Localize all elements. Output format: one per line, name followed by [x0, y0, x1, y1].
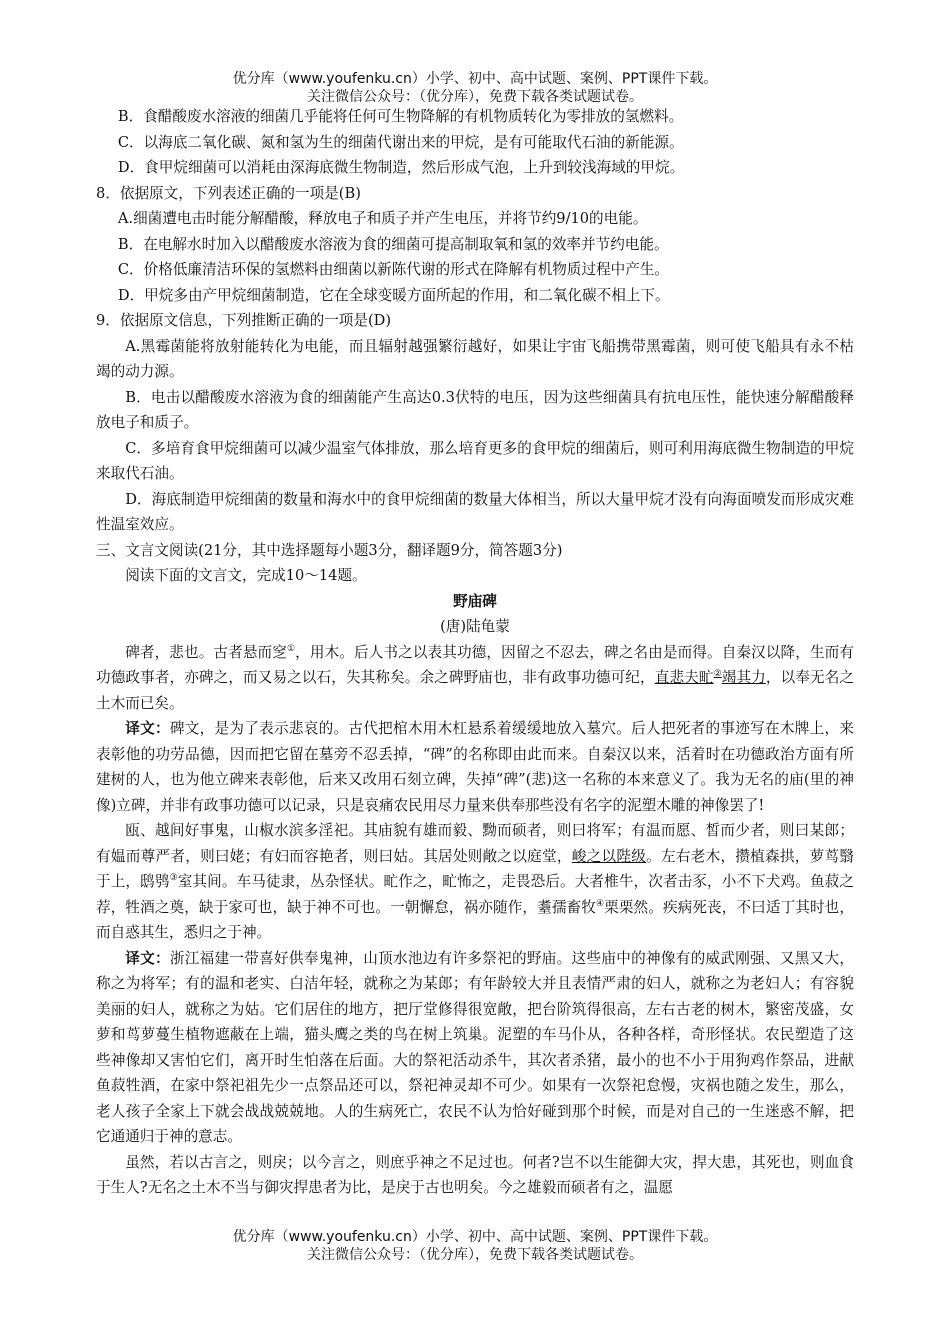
underlined-phrase-2: 峻之以陛级	[571, 847, 647, 865]
footnote-marker-1: ①	[286, 643, 296, 654]
q7-option-b: B．食醋酸废水溶液的细菌几乎能将任何可生物降解的有机物质转化为零排放的氢燃料。	[117, 108, 684, 125]
q7-option-d: D．食甲烷细菌可以消耗由深海底微生物制造，然后形成气泡，上升到较浅海域的甲烷。	[117, 159, 685, 176]
translation-label-1: 译文：	[125, 720, 170, 737]
q8-stem: 8．依据原文，下列表述正确的一项是(B)	[96, 184, 361, 202]
q9-option-a: A.黑霉菌能将放射能转化为电能，而且辐射越强繁衍越好，如果让宇宙飞船携带黑霉菌，则可使飞船具有永不枯竭的动力源。	[96, 337, 854, 380]
p1-text-c: ，以奉无名之土木而已矣。	[96, 669, 854, 712]
translation-text-1: 碑文，是为了表示悲哀的。古代把棺木用木杠悬系着缓缓地放入墓穴。后人把死者的事迹写在木牌上，来表彰他的功劳品德，因而把它留在墓旁不忍丢掉，“碑”的名称即由此而来。自秦汉以来，活着时在功德政治方面有所建树的人，也为他立碑来表彰他，后来又改用石刻立碑，失掉“碑”(悲)这一名称的本来意义了。我为无名的庙(里的神像)立碑，并非有政事功德可以记录，只是哀痛农民用尽力量来供奉那些没有名字的泥塑木雕的神像罢了!	[96, 720, 854, 814]
footnote-marker-4: ④	[595, 898, 605, 909]
section-3-intro: 阅读下面的文言文，完成10～14题。	[125, 567, 367, 584]
q8-option-d: D．甲烷多由产甲烷细菌制造，它在全球变暖方面所起的作用，和二氧化碳不相上下。	[117, 286, 670, 304]
q9-option-d: D．海底制造甲烷细菌的数量和海水中的食甲烷细菌的数量大体相当，所以大量甲烷才没有向海面喷发而形成灾难性温室效应。	[96, 490, 854, 533]
q9-option-c: C．多培育食甲烷细菌可以减少温室气体排放，那么培育更多的食甲烷的细菌后，则可利用海底微生物制造的甲烷来取代石油。	[96, 439, 854, 482]
article-paragraph-1	[96, 640, 854, 717]
header-line-1: 优分库（www.youfenku.cn）小学、初中、高中试题、案例、PPT课件下载。	[232, 71, 718, 87]
translation-2	[96, 946, 854, 1150]
q8-option-b: B．在电解水时加入以醋酸废水溶液为食的细菌可提高制取氧和氢的效率并节约电能。	[117, 235, 669, 253]
page-header	[0, 70, 950, 106]
footnote-marker-3: ③	[169, 873, 178, 884]
p2-text-d: 栗栗然。疾病死丧，不曰适丁其时也，而自惑其生，悉归之于神。	[96, 898, 854, 941]
translation-text-2: 浙江福建一带喜好供奉鬼神，山顶水池边有许多祭祀的野庙。这些庙中的神像有的威武刚强、又黑又大，称之为将军；有的温和老实、白洁年轻，就称之为某郎；有年龄较大并且表情严肃的妇人，就称之为老妇人；有容貌美丽的妇人，就称之为姑。它们居住的地方，把厅堂修得很宽敞，把台阶筑得很高，左右古老的树木，繁密茂盛，女萝和茑萝蔓生植物遮蔽在上端，猫头鹰之类的鸟在树上筑巢。泥塑的车马仆从，各种各样，奇形怪状。农民塑造了这些神像却又害怕它们，离开时生怕落在后面。大的祭祀活动杀牛，其次者杀猪，最小的也不小于用狗鸡作祭品，进献鱼菽牲酒，在家中祭祀祖先少一点祭品还可以，祭祀神灵却不可少。如果有一次祭祀怠慢，灾祸也随之发生，那么，老人孩子全家上下就会战战兢兢地。人的生病死亡，农民不认为恰好碰到那个时候，而是对自己的一生迷惑不解，把它通通归于神的意志。	[96, 949, 854, 1145]
p1-text-b: ，用木。后人书之以表其功德，因留之不忍去，碑之名由是而得。自秦汉以降，生而有功德政事者，亦碑之，而又易之以石，失其称矣。余之碑野庙也，非有政事功德可纪，	[96, 643, 854, 686]
footnote-marker-2: ②	[713, 669, 722, 680]
q9-option-b: B．电击以醋酸废水溶液为食的细菌能产生高达0.3伏特的电压，因为这些细菌具有抗电压性，能快速分解醋酸释放电子和质子。	[96, 388, 854, 431]
article-paragraph-2	[96, 818, 854, 946]
q9-stem: 9．依据原文信息，下列推断正确的一项是(D)	[96, 312, 392, 329]
header-line-2: 关注微信公众号：（优分库），免费下载各类试题试卷。	[307, 89, 643, 105]
translation-1	[96, 716, 854, 818]
section-3-heading: 三、文言文阅读(21分，其中选择题每小题3分，翻译题9分，简答题3分)	[96, 541, 563, 559]
article-author: (唐)陆龟蒙	[440, 618, 510, 635]
q8-option-c: C．价格低廉清洁环保的氢燃料由细菌以新陈代谢的形式在降解有机物质过程中产生。	[117, 261, 670, 278]
p2-text-b: 。左右老木，攒植森拱，萝茑翳于上，鸱鸮	[96, 847, 854, 890]
q8-option-a: A.细菌遭电击时能分解醋酸，释放电子和质子并产生电压，并将节约9/10的电能。	[117, 210, 648, 227]
underlined-phrase-1b: 竭其力	[721, 669, 766, 686]
footer-line-1: 优分库（www.youfenku.cn）小学、初中、高中试题、案例、PPT课件下载。	[232, 1229, 718, 1245]
translation-label-2: 译文：	[125, 949, 170, 967]
article-paragraph-3: 虽然，若以古言之，则戾；以今言之，则庶乎神之不足过也。何者?岂不以生能御大灾，捍大患，其死也，则血食于生人?无名之土木不当与御灾捍患者为比，是戾于古也明矣。今之雄毅而硕者有之，温愿	[96, 1153, 854, 1196]
p1-text-a: 碑者，悲也。古者悬而窆	[125, 643, 287, 661]
footer-line-2: 关注微信公众号：（优分库），免费下载各类试题试卷。	[307, 1247, 643, 1263]
q7-option-c: C．以海底二氧化碳、氮和氢为生的细菌代谢出来的甲烷，是有可能取代石油的新能源。	[117, 133, 684, 151]
page-footer	[0, 1228, 950, 1264]
document-body	[96, 104, 854, 1201]
p2-text-a: 瓯、越间好事鬼，山椒水滨多淫祀。其庙貌有雄而毅、黝而硕者，则曰将军；有温而愿、皙而少者，则曰某郎；有媪而尊严者，则曰姥；有妇而容艳者，则曰姑。其居处则敞之以庭堂，	[96, 822, 854, 865]
article-title: 野庙碑	[453, 592, 497, 610]
p2-text-c: 室其间。车马徒隶，丛杂怪状。甿作之，甿怖之，走畏恐后。大者椎牛，次者击豕，小不下犬鸡。鱼菽之荐，牲酒之奠，缺于家可也，缺于神不可也。一朝懈怠，祸亦随作，耋孺畜牧	[96, 873, 854, 916]
underlined-phrase-1a: 直悲夫甿	[654, 669, 714, 686]
